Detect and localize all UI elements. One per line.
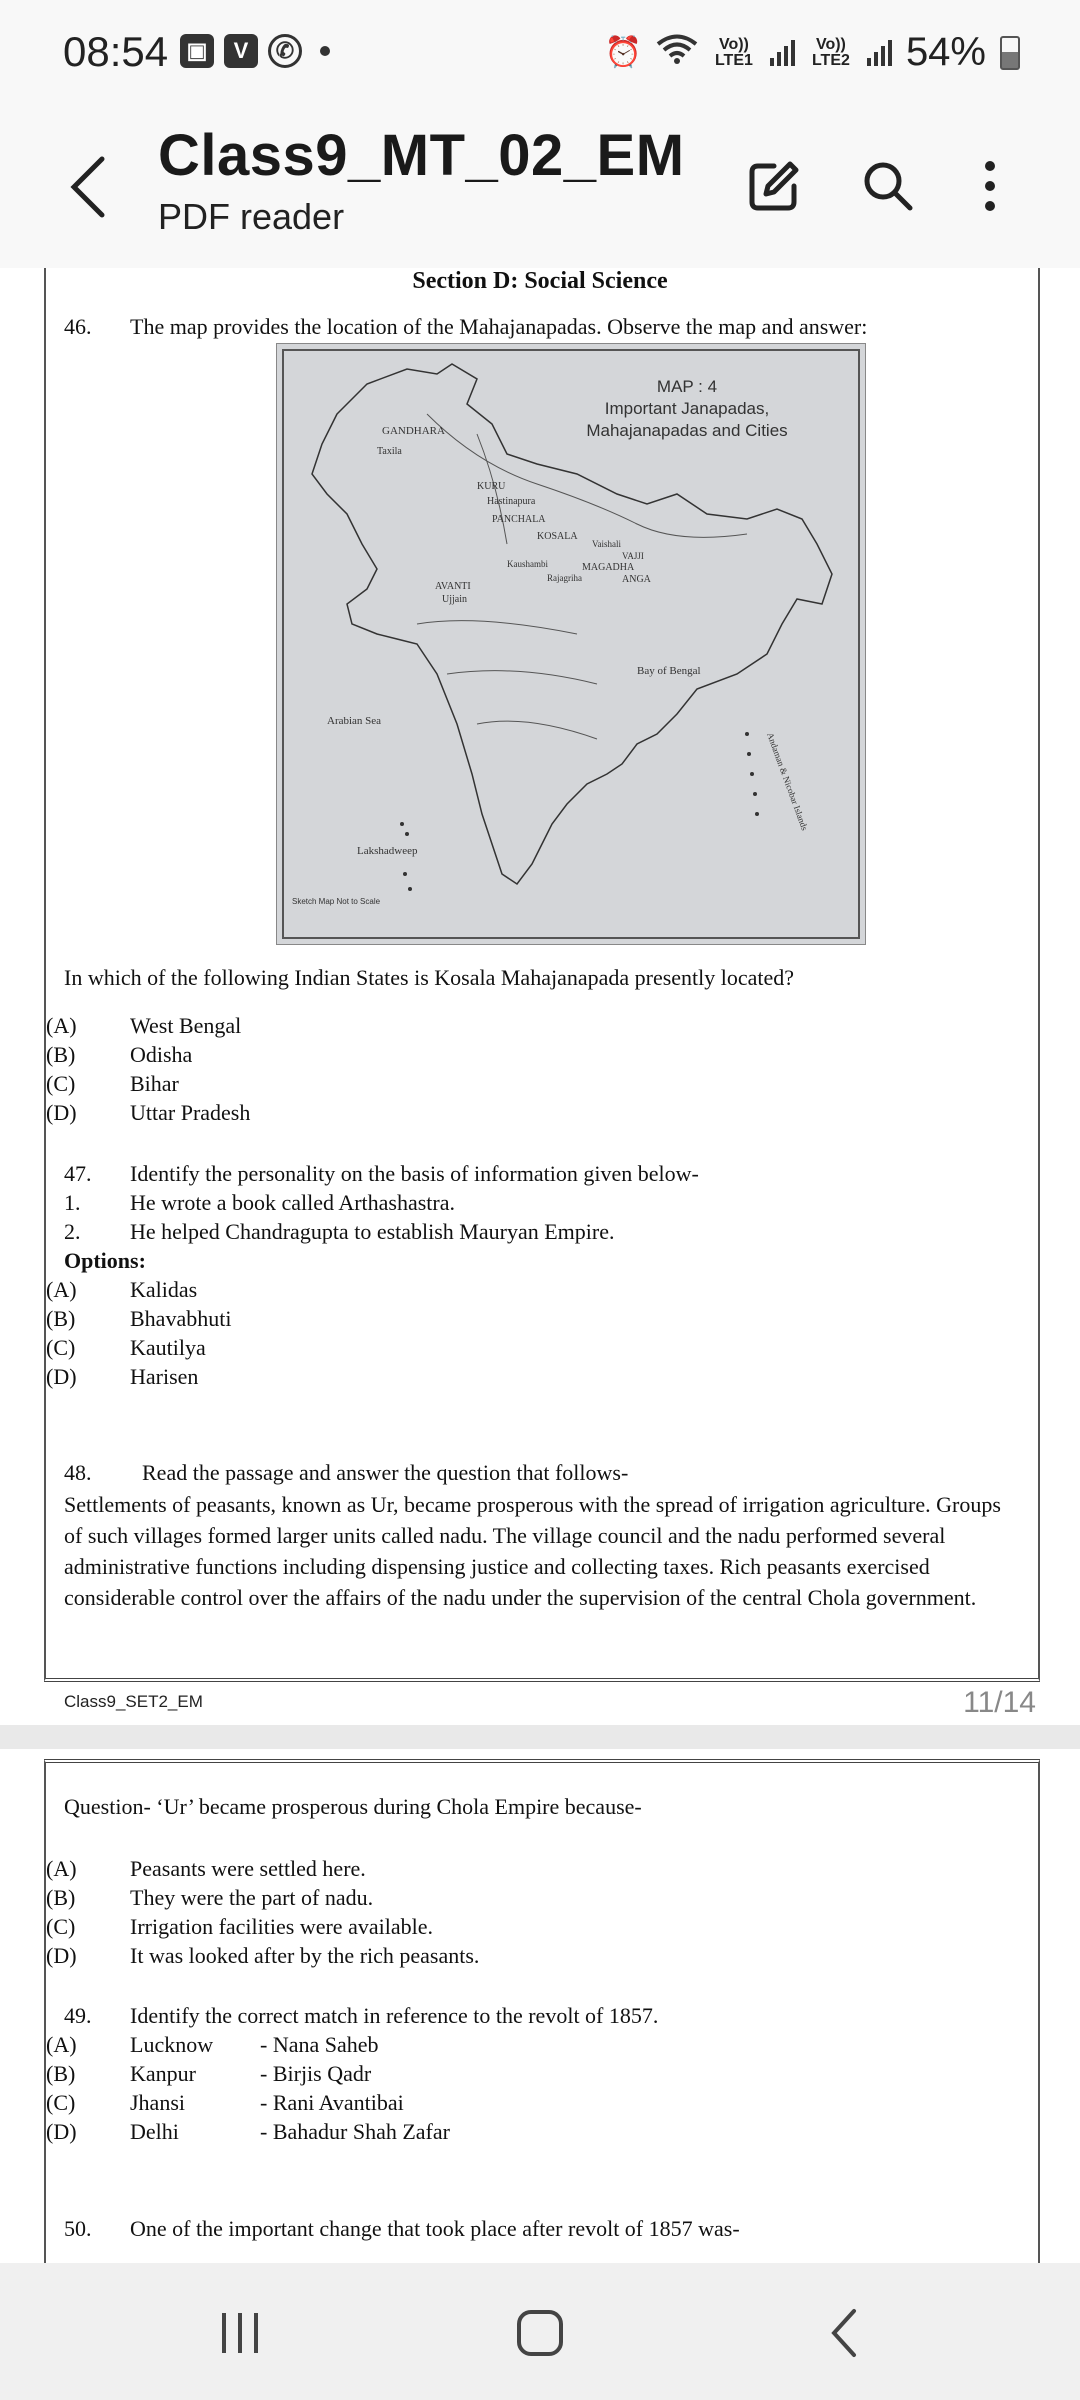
q47-option-c: Kautilya bbox=[130, 1335, 206, 1360]
q47-option-c-key: (C) bbox=[46, 1335, 76, 1360]
more-notifications-dot bbox=[320, 46, 330, 56]
map-label-hastinapura: Hastinapura bbox=[487, 496, 536, 507]
q46-option-b-key: (B) bbox=[46, 1042, 76, 1067]
map-title-2: Important Janapadas, bbox=[604, 399, 770, 418]
q47-option-b: Bhavabhuti bbox=[130, 1306, 232, 1331]
q47-option-a: Kalidas bbox=[130, 1277, 198, 1302]
map-label-magadha: MAGADHA bbox=[582, 562, 635, 573]
q48-option-b: They were the part of nadu. bbox=[130, 1885, 374, 1910]
alarm-icon: ⏰ bbox=[604, 36, 642, 69]
home-icon bbox=[514, 2307, 566, 2359]
back-button[interactable] bbox=[58, 152, 118, 222]
q47-option-a-key: (A) bbox=[46, 1277, 77, 1302]
map-title-1: MAP : 4 bbox=[656, 377, 718, 396]
app-bar bbox=[0, 108, 1080, 268]
sim1-signal-icon bbox=[770, 40, 795, 66]
notification-icons bbox=[180, 34, 330, 68]
more-options-button[interactable] bbox=[958, 154, 1022, 218]
battery-percent: 54% bbox=[905, 30, 986, 74]
more-options-icon bbox=[980, 158, 1000, 214]
chevron-left-icon bbox=[68, 155, 108, 219]
q48-option-a: Peasants were settled here. bbox=[130, 1856, 366, 1881]
status-right bbox=[605, 30, 1020, 75]
map-label-vajji: VAJJI bbox=[622, 551, 644, 561]
sim2-label: Vo)) LTE2 bbox=[811, 35, 850, 69]
map-label-andaman: Andaman & Nicobar Islands bbox=[765, 731, 810, 832]
q49-option-a-key: (A) bbox=[46, 2032, 77, 2057]
q49-option-a-place: Lucknow bbox=[130, 2032, 214, 2057]
q47-text: Identify the personality on the basis of information given below- bbox=[130, 1161, 699, 1186]
q49-option-c-person: - Rani Avantibai bbox=[260, 2090, 404, 2115]
q48-option-d: It was looked after by the rich peasants. bbox=[130, 1943, 480, 1968]
q48-option-d-key: (D) bbox=[46, 1943, 77, 1968]
edit-button[interactable] bbox=[742, 154, 806, 218]
navigation-bar bbox=[0, 2263, 1080, 2400]
q49-text: Identify the correct match in reference to the revolt of 1857. bbox=[130, 2003, 659, 2028]
map-label-panchala: PANCHALA bbox=[492, 514, 546, 525]
q50-number: 50. bbox=[64, 2216, 92, 2241]
map-title-3: Mahajanapadas and Cities bbox=[586, 421, 788, 440]
map-label-kuru: KURU bbox=[477, 481, 506, 492]
q46-number: 46. bbox=[64, 314, 92, 339]
q49-option-d-person: - Bahadur Shah Zafar bbox=[260, 2119, 450, 2144]
search-icon bbox=[860, 158, 916, 214]
map-label-vaishali: Vaishali bbox=[592, 539, 621, 549]
pdf-page-11 bbox=[0, 268, 1080, 1725]
pdf-page-12 bbox=[0, 1749, 1080, 2263]
map-label-kaushambi: Kaushambi bbox=[507, 559, 548, 569]
search-button[interactable] bbox=[856, 154, 920, 218]
q48-number: 48. bbox=[64, 1460, 92, 1485]
q49-option-b-key: (B) bbox=[46, 2061, 76, 2086]
q50-text: One of the important change that took place after revolt of 1857 was- bbox=[130, 2216, 740, 2241]
sim2-signal-icon bbox=[867, 40, 892, 66]
q47-point-1: He wrote a book called Arthashastra. bbox=[130, 1190, 455, 1215]
q46-option-d-key: (D) bbox=[46, 1100, 77, 1125]
battery-icon bbox=[1000, 36, 1020, 70]
status-time: 08:54 bbox=[63, 28, 169, 75]
page-indicator: 11/14 bbox=[963, 1686, 1036, 1719]
recent-apps-icon bbox=[216, 2309, 264, 2357]
q46-option-c-key: (C) bbox=[46, 1071, 76, 1096]
q46-option-a: West Bengal bbox=[130, 1013, 242, 1038]
q47-number: 47. bbox=[64, 1161, 92, 1186]
section-title: Section D: Social Science bbox=[412, 268, 668, 294]
document-title: Class9_MT_02_EM bbox=[158, 123, 685, 188]
map-label-anga: ANGA bbox=[622, 574, 651, 585]
q46-option-d: Uttar Pradesh bbox=[130, 1100, 251, 1125]
system-back-button[interactable] bbox=[804, 2303, 884, 2363]
q49-option-d-key: (D) bbox=[46, 2119, 77, 2144]
recent-apps-button[interactable] bbox=[200, 2303, 280, 2363]
map-label-avanti: AVANTI bbox=[435, 581, 471, 592]
map-label-lakshadweep: Lakshadweep bbox=[357, 845, 418, 857]
pdf-viewer[interactable] bbox=[0, 268, 1080, 2263]
page-footer-label: Class9_SET2_EM bbox=[64, 1692, 203, 1711]
mahajanapadas-map bbox=[276, 343, 866, 945]
q48-option-c: Irrigation facilities were available. bbox=[130, 1914, 433, 1939]
q46-option-b: Odisha bbox=[130, 1042, 193, 1067]
q48-text: Read the passage and answer the question that follows- bbox=[142, 1460, 629, 1485]
q47-option-d-key: (D) bbox=[46, 1364, 77, 1389]
gallery-icon: ▣ bbox=[180, 34, 214, 68]
map-label-rajagriha: Rajagriha bbox=[547, 573, 582, 583]
q47-point-2-num: 2. bbox=[64, 1219, 81, 1244]
q49-option-c-key: (C) bbox=[46, 2090, 76, 2115]
q49-option-b-person: - Birjis Qadr bbox=[260, 2061, 372, 2086]
map-label-scale-note: Sketch Map Not to Scale bbox=[292, 897, 381, 906]
q49-number: 49. bbox=[64, 2003, 92, 2028]
q47-point-1-num: 1. bbox=[64, 1190, 81, 1215]
whatsapp-icon: ✆ bbox=[268, 34, 302, 68]
q49-option-c-place: Jhansi bbox=[130, 2090, 185, 2115]
sim1-label: Vo)) LTE1 bbox=[714, 35, 753, 69]
q48-option-b-key: (B) bbox=[46, 1885, 76, 1910]
q49-option-d-place: Delhi bbox=[130, 2119, 179, 2144]
q46-option-a-key: (A) bbox=[46, 1013, 77, 1038]
wifi-icon bbox=[656, 33, 698, 72]
q47-options-label: Options: bbox=[64, 1248, 146, 1273]
q49-option-b-place: Kanpur bbox=[130, 2061, 196, 2086]
q46-option-c: Bihar bbox=[130, 1071, 179, 1096]
back-icon bbox=[826, 2307, 862, 2359]
map-label-taxila: Taxila bbox=[377, 446, 402, 457]
map-label-kosala: KOSALA bbox=[537, 531, 578, 542]
q48-option-a-key: (A) bbox=[46, 1856, 77, 1881]
map-label-bay-of-bengal: Bay of Bengal bbox=[637, 665, 701, 677]
q46-text: The map provides the location of the Mahajanapadas. Observe the map and answer: bbox=[130, 314, 868, 339]
q49-option-a-person: - Nana Saheb bbox=[260, 2032, 379, 2057]
q47-option-b-key: (B) bbox=[46, 1306, 76, 1331]
edit-icon bbox=[746, 158, 802, 214]
map-label-ujjain: Ujjain bbox=[442, 594, 467, 605]
q48-option-c-key: (C) bbox=[46, 1914, 76, 1939]
map-label-gandhara: GANDHARA bbox=[382, 425, 445, 437]
status-bar bbox=[0, 0, 1080, 108]
app-subtitle: PDF reader bbox=[158, 196, 345, 237]
q48-passage: Settlements of peasants, known as Ur, became prosperous with the spread of irrigation agriculture. Groups of such villages formed larger units called nadu. The village council and the nadu performed several administrative functions including dispensing justice and collecting taxes. Rich peasants exercised considerable control over the affairs of the nadu under the supervision of the central Chola government. bbox=[64, 1492, 1001, 1610]
v-app-icon: V bbox=[224, 34, 258, 68]
q47-point-2: He helped Chandragupta to establish Mauryan Empire. bbox=[130, 1219, 615, 1244]
q48-sub-question: Question- ‘Ur’ became prosperous during Chola Empire because- bbox=[64, 1794, 642, 1819]
q46-question: In which of the following Indian States is Kosala Mahajanapada presently located? bbox=[64, 965, 795, 990]
home-button[interactable] bbox=[500, 2303, 580, 2363]
map-label-arabian-sea: Arabian Sea bbox=[327, 715, 382, 727]
q47-option-d: Harisen bbox=[130, 1364, 199, 1389]
